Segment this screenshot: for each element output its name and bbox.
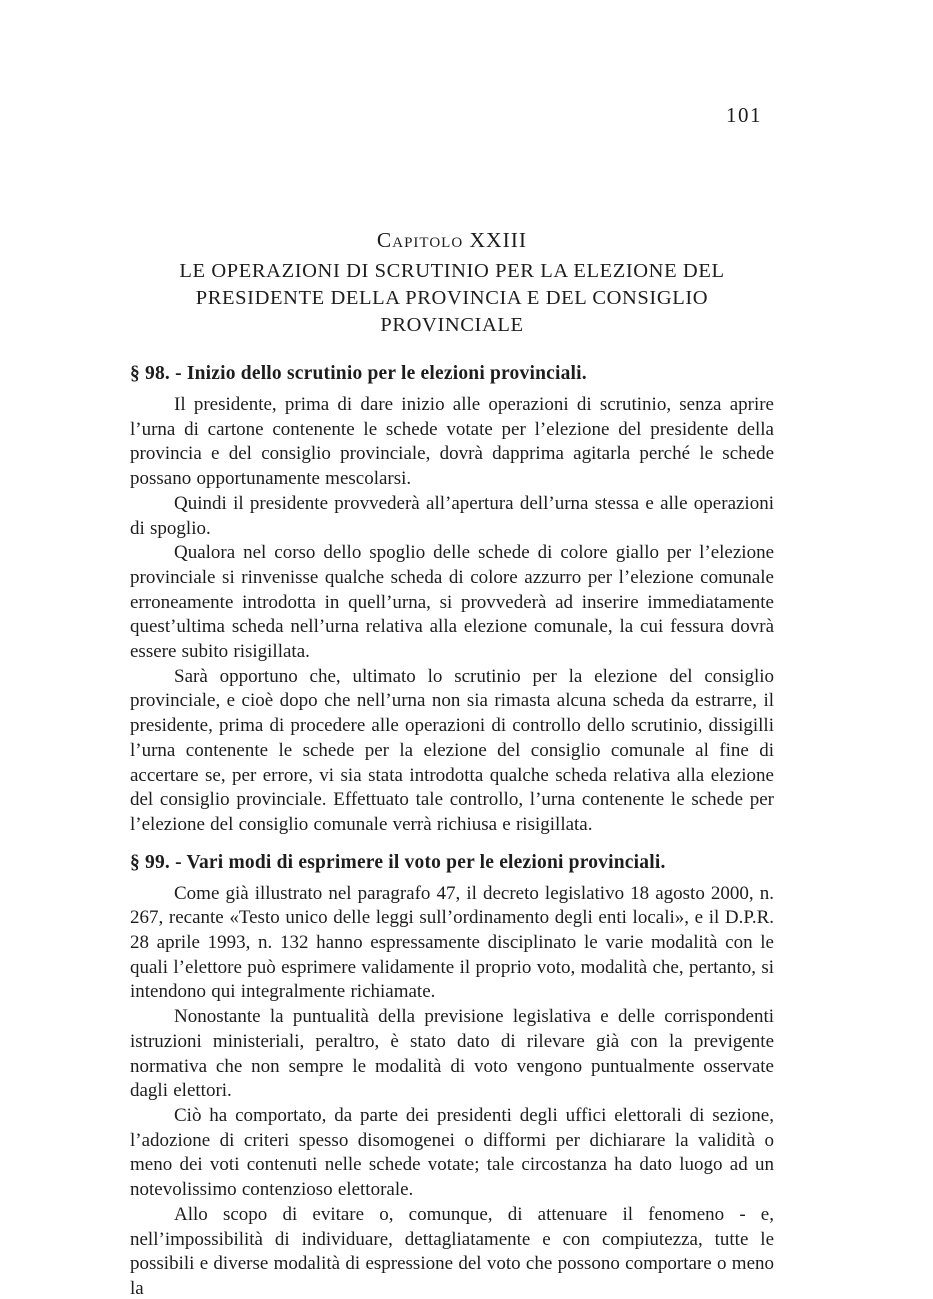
section-98: [130, 361, 774, 838]
chapter-kicker: Capitolo XXIII: [376, 228, 528, 252]
chapter-title-line-2: PRESIDENTE DELLA PROVINCIA E DEL CONSIGLIO PROVINCIALE: [195, 287, 709, 336]
section-99-heading: § 99. - Vari modi di esprimere il voto per le elezioni provinciali.: [130, 851, 666, 873]
section-98-heading: § 98. - Inizio dello scrutinio per le elezioni provinciali.: [130, 363, 587, 384]
section-98-paragraph-2: Quindi il presidente provvederà all’apertura dell’urna stessa e alle operazioni di spoglio.: [130, 492, 774, 539]
chapter-title: [130, 258, 774, 339]
section-99-paragraph-4: Allo scopo di evitare o, comunque, di attenuare il fenomeno - e, nell’impossibilità di individuare, dettagliatamente e con compiutezza, tutte le possibili e diverse modalità di espressione del voto che possono comportare o meno la: [130, 1203, 774, 1299]
section-98-paragraph-3: Qualora nel corso dello spoglio delle schede di colore giallo per l’elezione provinciale si rinvenisse qualche scheda di colore azzurro per l’elezione comunale erroneamente introdotta in quell’urna, si provvederà ad inserire immediatamente quest’ultima scheda nell’urna relativa alla elezione comunale, la cui fessura dovrà essere subito risigillata.: [130, 542, 774, 663]
page-content: [130, 0, 774, 1299]
section-99-paragraph-1: Come già illustrato nel paragrafo 47, il decreto legislativo 18 agosto 2000, n. 267, recante «Testo unico delle leggi sull’ordinamento degli enti locali», e il D.P.R. 28 aprile 1993, n. 132 hanno espressamente disciplinato le varie modalità con le quali l’elettore può esprimere validamente il proprio voto, modalità che, pertanto, si intendono qui integralmente richiamate.: [130, 882, 774, 1003]
chapter-title-line-1: LE OPERAZIONI DI SCRUTINIO PER LA ELEZIONE DEL: [179, 260, 725, 282]
section-98-paragraph-4: Sarà opportuno che, ultimato lo scrutinio per la elezione del consiglio provinciale, e cioè dopo che nell’urna non sia rimasta alcuna scheda da estrarre, il presidente, prima di procedere alle operazioni di controllo dello scrutinio, dissigilli l’urna contenente le schede per la elezione del consiglio comunale al fine di accertare se, per errore, vi sia stata introdotta qualche scheda relativa alla elezione del consiglio provinciale. Effettuato tale controllo, l’urna contenente le schede per l’elezione del consiglio comunale verrà richiusa e risigillata.: [130, 665, 774, 835]
section-99-paragraph-2: Nonostante la puntualità della previsione legislativa e delle corrispondenti istruzioni ministeriali, peraltro, è stato dato di rilevare già con la previgente normativa che non sempre le modalità di voto vengono puntualmente osservate dagli elettori.: [130, 1006, 774, 1102]
section-99: [130, 850, 774, 1299]
section-98-paragraph-1: Il presidente, prima di dare inizio alle operazioni di scrutinio, senza aprire l’urna di cartone contenente le schede votate per l’elezione del presidente della provincia e del consiglio provinciale, dovrà dapprima agitarla perché le schede possano opportunamente mescolarsi.: [130, 394, 774, 490]
section-99-paragraph-3: Ciò ha comportato, da parte dei presidenti degli uffici elettorali di sezione, l’adozione di criteri spesso disomogenei o difformi per dichiarare la validità o meno dei voti contenuti nelle schede votate; tale circostanza ha dato luogo ad un notevolissimo contenzioso elettorale.: [130, 1104, 774, 1201]
page-number: 101: [726, 103, 762, 127]
